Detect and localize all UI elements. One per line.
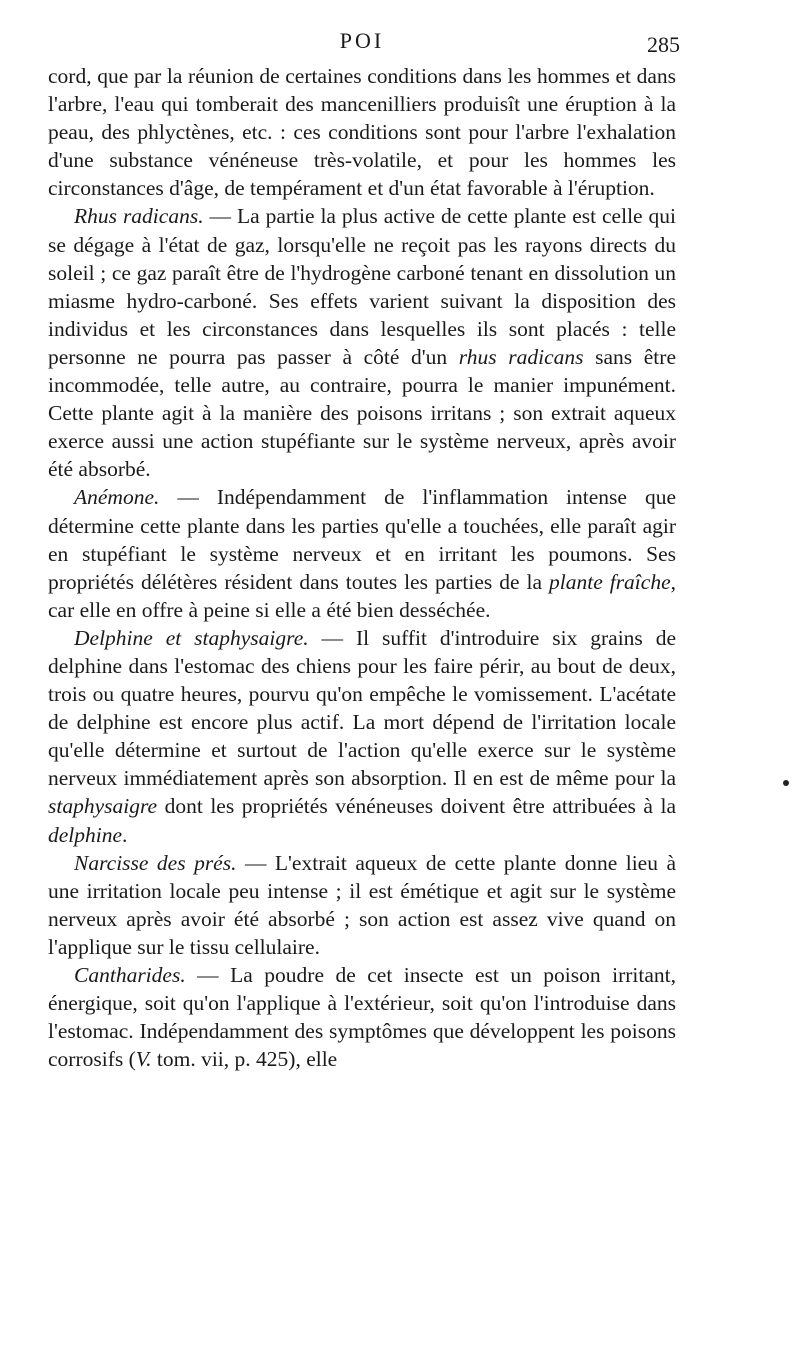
text-run: sans être incommodée, telle autre, au contraire, pourra le manier impunément. Cette plante agit à la manière des poisons irritans ; son extrait aqueux exerce aussi une action stupéfiante sur le système nerveux, après avoir été absorbé. <box>48 344 676 482</box>
page-header <box>48 28 680 62</box>
italic-term: delphine <box>48 822 123 847</box>
text-run: . <box>122 822 128 847</box>
text-run: — Indépendamment de l'inflammation intense que détermine cette plante dans les parties qu'elle a touchées, elle paraît agir en stupéfiant le système nerveux et en irritant les poumons. Ses propriétés délétères résident dans toutes les parties de la <box>48 485 676 594</box>
text-run: , car elle en offre à peine si elle a été bien desséchée. <box>48 569 676 622</box>
paragraph-heading: Delphine et staphysaigre. <box>74 625 309 650</box>
italic-term: V. <box>135 1047 152 1072</box>
paragraph <box>48 624 676 849</box>
italic-term: plante fraîche <box>549 569 671 594</box>
paragraph-heading: Rhus radicans. <box>74 204 204 229</box>
body-text <box>48 62 676 1073</box>
paragraph <box>48 849 676 961</box>
text-run: dont les propriétés vénéneuses doivent être attribuées à la <box>157 794 676 819</box>
running-title: POI <box>339 28 385 53</box>
text-run: — La partie la plus active de cette plante est celle qui se dégage à l'état de gaz, lorsqu'elle ne reçoit pas les rayons directs du soleil ; ce gaz paraît être de l'hydrogène carboné tenant en dissolution un miasme hydro-carboné. Ses effets varient suivant la disposition des individus et les circonstances dans lesquelles ils sont placés : telle personne ne pourra pas passer à côté d'un <box>48 204 677 369</box>
paragraph <box>48 961 676 1073</box>
paragraph-heading: Narcisse des prés. <box>74 850 237 875</box>
paragraph-heading: Cantharides. <box>74 963 186 987</box>
text-run: tom. vii, p. 425), elle <box>151 1047 338 1072</box>
page-number: 285 <box>647 32 680 57</box>
paragraph <box>48 483 676 623</box>
paragraph-heading: Anémone. <box>74 485 160 510</box>
text-run: — La poudre de cet insecte est un poison irritant, énergique, soit qu'on l'applique à l'extérieur, soit qu'on l'introduise dans l'estomac. Indépendamment des symptômes que développent les poisons corrosifs ( <box>48 963 676 1072</box>
book-page <box>48 28 680 1073</box>
text-run: — Il suffit d'introduire six grains de delphine dans l'estomac des chiens pour les faire périr, au bout de deux, trois ou quatre heures, pourvu qu'on empêche le vomissement. L'acétate de delphine est encore plus actif. La mort dépend de l'irritation locale qu'elle détermine et surtout de l'action qu'elle exerce sur le système nerveux immédiatement après son absorption. Il en est de même pour la <box>48 625 676 791</box>
italic-term: rhus radicans <box>458 344 584 369</box>
text-run: cord, que par la réunion de certaines conditions dans les hommes et dans l'arbre, l'eau qui tomberait des mancenilliers produisît une éruption à la peau, des phlyctènes, etc. : ces conditions sont pour l'arbre l'exhalation d'une substance vénéneuse très-volatile, et pour les hommes les circonstances d'âge, de tempérament et d'un état favorable à l'éruption. <box>48 64 676 201</box>
italic-term: staphysaigre <box>48 794 158 819</box>
text-run: — L'extrait aqueux de cette plante donne lieu à une irritation locale peu intense ; il est émétique et agit sur le système nerveux après avoir été absorbé ; son action est assez vive quand on l'applique sur le tissu cellulaire. <box>48 850 676 959</box>
ink-speck <box>783 780 789 786</box>
paragraph <box>48 62 676 202</box>
paragraph <box>48 202 676 483</box>
